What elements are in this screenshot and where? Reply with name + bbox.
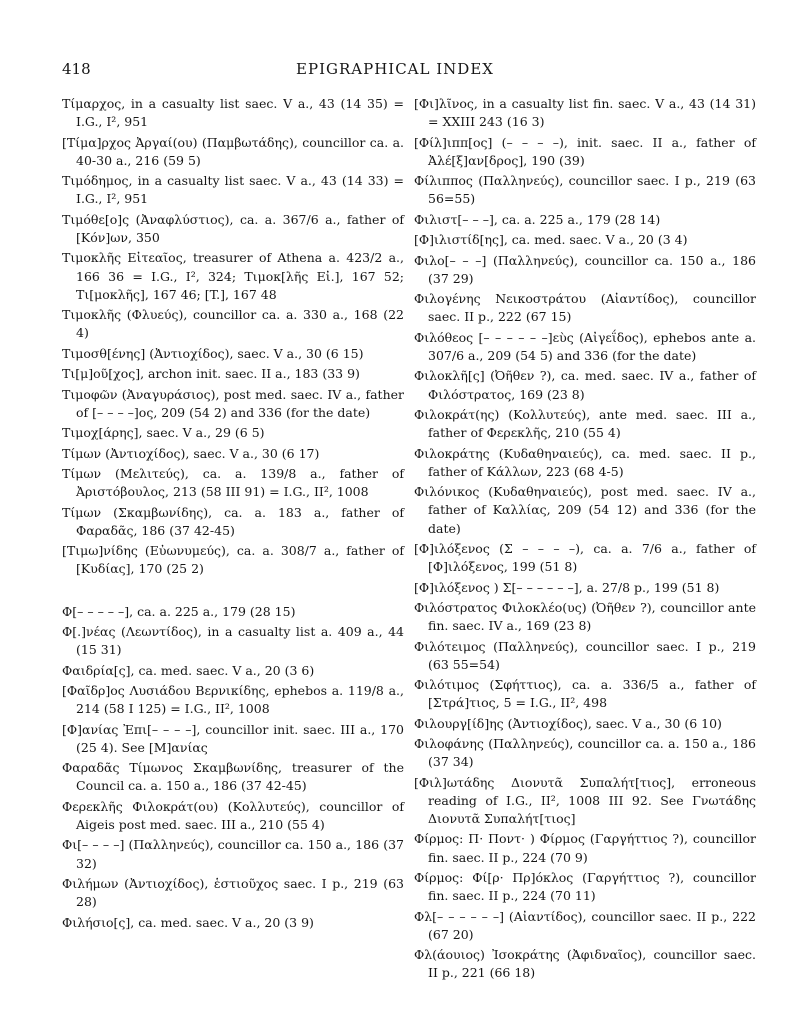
index-entry: Φαιδρία[ς], ca. med. saec. V a., 20 (3 6): [62, 662, 315, 678]
index-entry: Φιλήμων (Ἀντιοχίδος), ἑστιοῦχος saec. I p., 219 (63 28): [62, 876, 404, 910]
index-entry: Τιμόδημος, in a casualty list saec. V a., 43 (14 33) = I.G., I², 951: [62, 173, 404, 207]
index-entry: Φίρμος: Φί[ρ· Πρ]όκλος (Γαργήττιος ?), councillor fin. saec. II p., 224 (70 11): [414, 870, 756, 904]
index-entry: Φιλόνικος (Κυδαθηναιεύς), post med. saec. IV a., father of Καλλίας, 209 (54 12) and 336 (for the date): [414, 484, 756, 536]
index-entry: [Τιμω]νίδης (Εὐωνυμεύς), ca. a. 308/7 a., father of [Κυδίας], 170 (25 2): [62, 543, 404, 577]
index-entry: Τίμαρχος, in a casualty list saec. V a., 43 (14 35) = I.G., I², 951: [62, 96, 404, 130]
index-entry: Φ[– – – – –], ca. a. 225 a., 179 (28 15): [62, 603, 296, 619]
index-entry: Τιμόθε[ο]ς (Ἀναφλύστιος), ca. a. 367/6 a., father of [Κόν]ων, 350: [62, 211, 404, 245]
index-entry: Τι[μ]οῦ[χος], archon init. saec. II a., 183 (33 9): [62, 366, 360, 382]
index-entry: Φι[– – – –] (Παλληνεύς), councillor ca. 150 a., 186 (37 32): [62, 837, 404, 871]
index-entry: Φλ(άουιος) Ἰσοκράτης (Ἀφιδναῖος), councillor saec. II p., 221 (66 18): [414, 947, 756, 981]
index-entry: Φίλιππος (Παλληνεύς), councillor saec. I p., 219 (63 56=55): [414, 173, 756, 207]
index-entry: Φ[.]νέας (Λεωντίδος), in a casualty list a. 409 a., 44 (15 31): [62, 624, 404, 658]
index-entry: Φιλόστρατος Φιλοκλέο(υς) (Ὀῆθεν ?), councillor ante fin. saec. IV a., 169 (23 8): [414, 599, 756, 634]
index-entry: Φιλογένης Νεικοστράτου (Αἰαντίδος), councillor saec. II p., 222 (67 15): [414, 291, 756, 325]
index-entry: [Φίλ]ιππ[ος] (– – – –), init. saec. II a., father of Ἀλέ[ξ]αν[δρος], 190 (39): [414, 134, 756, 168]
index-entry: Φαραδᾶς Τίμωνος Σκαμβωνίδης, treasurer of the Council ca. a. 150 a., 186 (37 42-45): [62, 760, 404, 794]
index-entry: Τιμοσθ[ένης] (Ἀντιοχίδος), saec. V a., 30 (6 15): [62, 345, 364, 361]
index-entry: Φιλότειμος (Παλληνεύς), councillor saec. I p., 219 (63 55=54): [414, 638, 756, 672]
page-title: EPIGRAPHICAL INDEX: [296, 60, 494, 78]
index-entry: Φερεκλῆς Φιλοκράτ(ου) (Κολλυτεύς), councillor of Aigeis post med. saec. III a., 210 (55 4): [62, 798, 404, 833]
index-entry: [Φιλ]ωτάδης Διονυτᾶ Συπαλήτ[τιος], erroneous reading of I.G., II², 1008 III 92. See Γνωτάδης Διονυτᾶ Συπαλήτ[τιος]: [414, 774, 756, 827]
index-entry: Φιλιστ[– – –], ca. a. 225 a., 179 (28 14): [414, 211, 661, 227]
page-number: 418: [62, 60, 91, 78]
index-entry: [Φι]λῖνος, in a casualty list fin. saec. V a., 43 (14 31) = XXIII 243 (16 3): [414, 96, 756, 130]
index-entry: Φιλοφάνης (Παλληνεύς), councillor ca. a. 150 a., 186 (37 34): [414, 736, 756, 770]
right-column: [414, 95, 756, 985]
index-entry: [Φ]ιλόξενος ) Σ[– – – – – –], a. 27/8 p., 199 (51 8): [414, 579, 720, 595]
index-entry: [Φ]ιλιστίδ[ης], ca. med. saec. V a., 20 (3 4): [414, 232, 688, 248]
index-entry: Φλ[– – – – – –] (Αἰαντίδος), councillor saec. II p., 222 (67 20): [414, 908, 756, 942]
index-entry: Φιλοκράτης (Κυδαθηναιεύς), ca. med. saec. II p., father of Κάλλων, 223 (68 4-5): [414, 445, 756, 479]
index-entry: Φίρμος: Π· Ποντ· ) Φίρμος (Γαργήττιος ?), councillor fin. saec. II p., 224 (70 9): [414, 831, 756, 865]
index-entry: Φιλουργ[ίδ]ης (Ἀντιοχίδος), saec. V a., 30 (6 10): [414, 715, 722, 731]
section-gap: [62, 581, 404, 603]
index-entry: Φιλο[– – –] (Παλληνεύς), councillor ca. 150 a., 186 (37 29): [414, 252, 756, 286]
index-entry: Τίμων (Σκαμβωνίδης), ca. a. 183 a., father of Φαραδᾶς, 186 (37 42-45): [62, 504, 404, 538]
index-entry: Φιλήσιο[ς], ca. med. saec. V a., 20 (3 9): [62, 914, 314, 930]
index-entry: [Φαῖδρ]ος Λυσιάδου Βερνικίδης, ephebos a. 119/8 a., 214 (58 I 125) = I.G., II², 1008: [62, 683, 404, 717]
index-entry: Φιλόθεος [– – – – – –]εὺς (Αἰγεΐδος), ephebos ante a. 307/6 a., 209 (54 5) and 336 (for the date): [414, 329, 756, 363]
index-entry: Τιμοκλῆς Εἰτεαῖος, treasurer of Athena a. 423/2 a., 166 36 = I.G., I², 324; Τιμοκ[λῆς Εἰ.], 167 52; Τι[μοκλῆς], 167 46; [T.], 167 48: [62, 250, 404, 302]
index-entry: Φιλοκράτ(ης) (Κολλυτεύς), ante med. saec. III a., father of Φερεκλῆς, 210 (55 4): [414, 406, 756, 441]
index-entry: [Φ]ανίας Ἐπι[– – – –], councillor init. saec. III a., 170 (25 4). See [Μ]ανίας: [62, 721, 404, 755]
index-entry: Τιμοκλῆς (Φλυεύς), councillor ca. a. 330 a., 168 (22 4): [62, 307, 404, 341]
index-entry: Τιμοχ[άρης], saec. V a., 29 (6 5): [62, 425, 265, 441]
index-entry: [Τίμα]ρχος Ἀργαί(ου) (Παμβωτάδης), councillor ca. a. 40-30 a., 216 (59 5): [62, 134, 404, 168]
index-entry: Φιλοκλῆ[ς] (Ὀῆθεν ?), ca. med. saec. IV a., father of Φιλόστρατος, 169 (23 8): [414, 368, 756, 402]
index-entry: Τιμοφῶν (Ἀναγυράσιος), post med. saec. IV a., father of [– – – –]ος, 209 (54 2) and 336 (for the date): [62, 386, 404, 420]
index-entry: Φιλότιμος (Σφήττιος), ca. a. 336/5 a., father of [Στρά]τιος, 5 = I.G., II², 498: [414, 677, 756, 711]
left-column: [62, 95, 404, 934]
index-entry: [Φ]ιλόξενος (Σ – – – –), ca. a. 7/6 a., father of [Φ]ιλόξενος, 199 (51 8): [414, 540, 756, 575]
index-entry: Τίμων (Μελιτεύς), ca. a. 139/8 a., father of Ἀριστόβουλος, 213 (58 III 91) = I.G., II², 1008: [62, 465, 404, 500]
index-entry: Τίμων (Ἀντιοχίδος), saec. V a., 30 (6 17): [62, 445, 320, 461]
